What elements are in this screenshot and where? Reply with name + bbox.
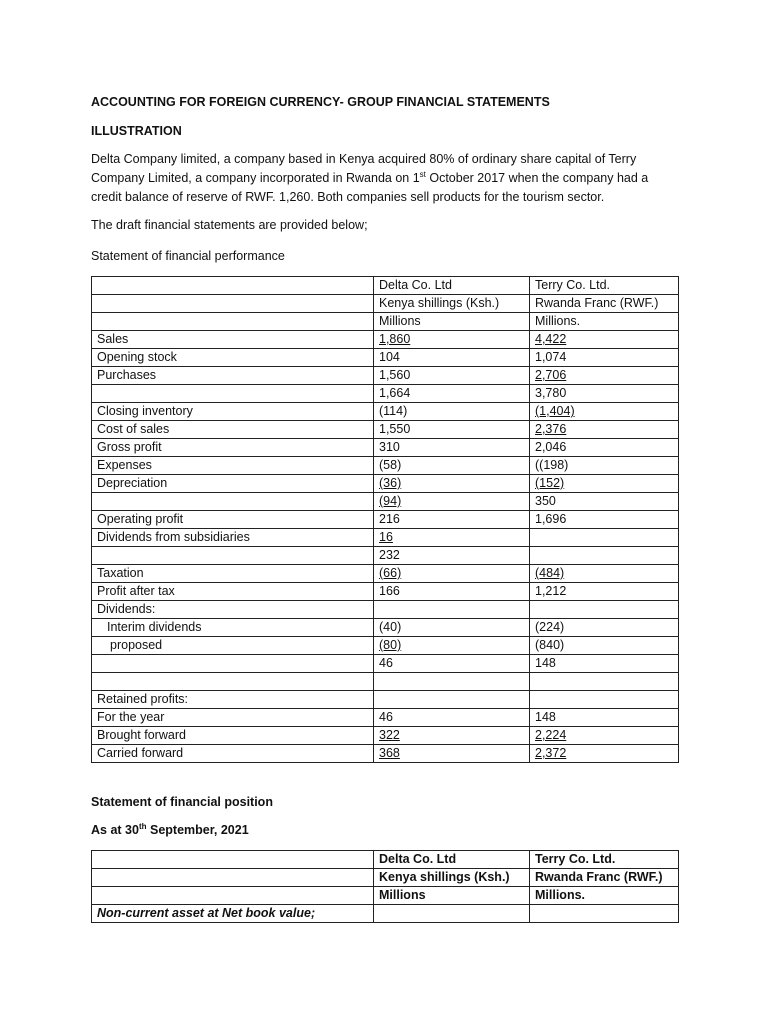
terry-value-cell: 148 bbox=[530, 709, 679, 727]
header-cell: Millions. bbox=[530, 887, 679, 905]
table-row bbox=[92, 403, 679, 421]
terry-value-cell bbox=[530, 905, 679, 923]
position-title: Statement of financial position bbox=[91, 795, 273, 809]
terry-value-cell: 1,074 bbox=[530, 349, 679, 367]
row-label: Taxation bbox=[92, 565, 374, 583]
delta-value-cell: (58) bbox=[374, 457, 530, 475]
row-label: Gross profit bbox=[92, 439, 374, 457]
table-row bbox=[92, 385, 679, 403]
terry-value-cell: 148 bbox=[530, 655, 679, 673]
terry-value: (1,404) bbox=[535, 404, 575, 418]
terry-value-cell: 1,212 bbox=[530, 583, 679, 601]
terry-value-cell: 350 bbox=[530, 493, 679, 511]
row-label: Cost of sales bbox=[92, 421, 374, 439]
delta-value: 322 bbox=[379, 728, 400, 742]
delta-value-cell bbox=[374, 727, 530, 745]
row-label: Closing inventory bbox=[92, 403, 374, 421]
header-cell bbox=[92, 851, 374, 869]
table-row bbox=[92, 331, 679, 349]
terry-value-cell: 1,696 bbox=[530, 511, 679, 529]
terry-value-cell: (224) bbox=[530, 619, 679, 637]
delta-value-cell: 166 bbox=[374, 583, 530, 601]
table-header-row bbox=[92, 851, 679, 869]
terry-value-cell bbox=[530, 691, 679, 709]
delta-value-cell: (114) bbox=[374, 403, 530, 421]
performance-table bbox=[91, 276, 679, 763]
delta-value-cell bbox=[374, 691, 530, 709]
table-row bbox=[92, 905, 679, 923]
table-row bbox=[92, 637, 679, 655]
terry-value-cell bbox=[530, 727, 679, 745]
terry-value-cell bbox=[530, 565, 679, 583]
table-row bbox=[92, 583, 679, 601]
table-row bbox=[92, 619, 679, 637]
delta-value-cell bbox=[374, 601, 530, 619]
terry-value-cell bbox=[530, 529, 679, 547]
header-cell: Kenya shillings (Ksh.) bbox=[374, 869, 530, 887]
delta-value: (66) bbox=[379, 566, 402, 580]
terry-value-cell: ((198) bbox=[530, 457, 679, 475]
row-label: proposed bbox=[92, 637, 374, 655]
terry-value: (152) bbox=[535, 476, 565, 490]
row-label bbox=[92, 547, 374, 565]
delta-value: 1,860 bbox=[379, 332, 411, 346]
table-row bbox=[92, 655, 679, 673]
delta-value-cell bbox=[374, 745, 530, 763]
row-label bbox=[92, 673, 374, 691]
row-label: Opening stock bbox=[92, 349, 374, 367]
position-date-part2: September, 2021 bbox=[146, 823, 249, 837]
delta-value-cell bbox=[374, 493, 530, 511]
terry-value: 2,372 bbox=[535, 746, 567, 760]
document-heading: ACCOUNTING FOR FOREIGN CURRENCY- GROUP FINANCIAL STATEMENTS bbox=[91, 95, 550, 109]
terry-value-cell bbox=[530, 367, 679, 385]
position-date-part1: As at 30 bbox=[91, 823, 139, 837]
terry-value-cell bbox=[530, 673, 679, 691]
terry-value-cell bbox=[530, 331, 679, 349]
terry-value-cell bbox=[530, 745, 679, 763]
table-row bbox=[92, 475, 679, 493]
delta-value: 16 bbox=[379, 530, 393, 544]
row-label: Dividends from subsidiaries bbox=[92, 529, 374, 547]
header-cell: Millions bbox=[374, 313, 530, 331]
table-row bbox=[92, 493, 679, 511]
terry-value: 2,376 bbox=[535, 422, 567, 436]
table-header-row bbox=[92, 295, 679, 313]
terry-value-cell bbox=[530, 475, 679, 493]
row-label: Profit after tax bbox=[92, 583, 374, 601]
delta-value-cell bbox=[374, 565, 530, 583]
terry-value-cell bbox=[530, 403, 679, 421]
delta-value: (36) bbox=[379, 476, 402, 490]
header-cell bbox=[92, 869, 374, 887]
table-header-row bbox=[92, 887, 679, 905]
header-cell: Millions bbox=[374, 887, 530, 905]
delta-value-cell bbox=[374, 331, 530, 349]
header-cell: Terry Co. Ltd. bbox=[530, 277, 679, 295]
terry-value-cell: (840) bbox=[530, 637, 679, 655]
table-row bbox=[92, 565, 679, 583]
terry-value: 2,224 bbox=[535, 728, 567, 742]
table-row bbox=[92, 727, 679, 745]
delta-value-cell bbox=[374, 529, 530, 547]
delta-value-cell bbox=[374, 637, 530, 655]
terry-value-cell bbox=[530, 601, 679, 619]
table-row bbox=[92, 529, 679, 547]
delta-value-cell: 216 bbox=[374, 511, 530, 529]
row-label: Operating profit bbox=[92, 511, 374, 529]
header-cell bbox=[92, 313, 374, 331]
intro-text-part1: Delta Company limited, a company based in Kenya acquired 80% of ordinary share capital of Terry Company Limited, a company incorporated in Rwanda on 1 bbox=[91, 152, 637, 185]
intro-text-part2: October 2017 when the company had a credit balance of reserve of RWF. 1,260. Both companies sell products for the tourism sector. bbox=[91, 171, 649, 204]
delta-value-cell: 232 bbox=[374, 547, 530, 565]
delta-value-cell bbox=[374, 673, 530, 691]
table-header-row bbox=[92, 313, 679, 331]
table-header-row bbox=[92, 869, 679, 887]
row-label: Depreciation bbox=[92, 475, 374, 493]
row-label bbox=[92, 655, 374, 673]
row-label: For the year bbox=[92, 709, 374, 727]
row-label: Purchases bbox=[92, 367, 374, 385]
delta-value-cell: 1,560 bbox=[374, 367, 530, 385]
delta-value: 368 bbox=[379, 746, 400, 760]
row-label: Expenses bbox=[92, 457, 374, 475]
table-row bbox=[92, 745, 679, 763]
performance-title: Statement of financial performance bbox=[91, 249, 285, 263]
table-row bbox=[92, 511, 679, 529]
header-cell bbox=[92, 887, 374, 905]
delta-value-cell bbox=[374, 905, 530, 923]
table-row bbox=[92, 601, 679, 619]
header-cell bbox=[92, 277, 374, 295]
terry-value-cell bbox=[530, 547, 679, 565]
intro-paragraph bbox=[91, 150, 681, 207]
row-label: Carried forward bbox=[92, 745, 374, 763]
table-row bbox=[92, 547, 679, 565]
terry-value: (484) bbox=[535, 566, 565, 580]
header-cell: Delta Co. Ltd bbox=[374, 277, 530, 295]
delta-value-cell: 46 bbox=[374, 655, 530, 673]
delta-value-cell: 1,550 bbox=[374, 421, 530, 439]
header-cell: Terry Co. Ltd. bbox=[530, 851, 679, 869]
position-date-ordinal: th bbox=[138, 821, 147, 831]
delta-value: (80) bbox=[379, 638, 402, 652]
terry-value: 2,706 bbox=[535, 368, 567, 382]
terry-value-cell: 3,780 bbox=[530, 385, 679, 403]
table-row bbox=[92, 421, 679, 439]
table-row bbox=[92, 673, 679, 691]
table-row bbox=[92, 439, 679, 457]
table-row bbox=[92, 457, 679, 475]
terry-value-cell bbox=[530, 421, 679, 439]
table-row bbox=[92, 349, 679, 367]
table-row bbox=[92, 691, 679, 709]
intro-ordinal: st bbox=[419, 169, 426, 179]
delta-value-cell: 1,664 bbox=[374, 385, 530, 403]
delta-value-cell: 104 bbox=[374, 349, 530, 367]
delta-value-cell bbox=[374, 475, 530, 493]
header-cell: Millions. bbox=[530, 313, 679, 331]
delta-value: (94) bbox=[379, 494, 402, 508]
table-row bbox=[92, 367, 679, 385]
delta-value-cell: 310 bbox=[374, 439, 530, 457]
row-label: Interim dividends bbox=[92, 619, 374, 637]
terry-value-cell: 2,046 bbox=[530, 439, 679, 457]
delta-value-cell: 46 bbox=[374, 709, 530, 727]
header-cell: Rwanda Franc (RWF.) bbox=[530, 295, 679, 313]
header-cell: Delta Co. Ltd bbox=[374, 851, 530, 869]
table-header-row bbox=[92, 277, 679, 295]
illustration-heading: ILLUSTRATION bbox=[91, 124, 182, 138]
header-cell: Kenya shillings (Ksh.) bbox=[374, 295, 530, 313]
terry-value: 4,422 bbox=[535, 332, 567, 346]
table-row bbox=[92, 709, 679, 727]
row-label: Non-current asset at Net book value; bbox=[92, 905, 374, 923]
draft-note: The draft financial statements are provided below; bbox=[91, 218, 368, 232]
header-cell: Rwanda Franc (RWF.) bbox=[530, 869, 679, 887]
position-table bbox=[91, 850, 679, 923]
row-label: Retained profits: bbox=[92, 691, 374, 709]
position-date bbox=[91, 821, 691, 840]
delta-value-cell: (40) bbox=[374, 619, 530, 637]
row-label: Sales bbox=[92, 331, 374, 349]
row-label bbox=[92, 385, 374, 403]
row-label: Brought forward bbox=[92, 727, 374, 745]
row-label bbox=[92, 493, 374, 511]
header-cell bbox=[92, 295, 374, 313]
row-label: Dividends: bbox=[92, 601, 374, 619]
